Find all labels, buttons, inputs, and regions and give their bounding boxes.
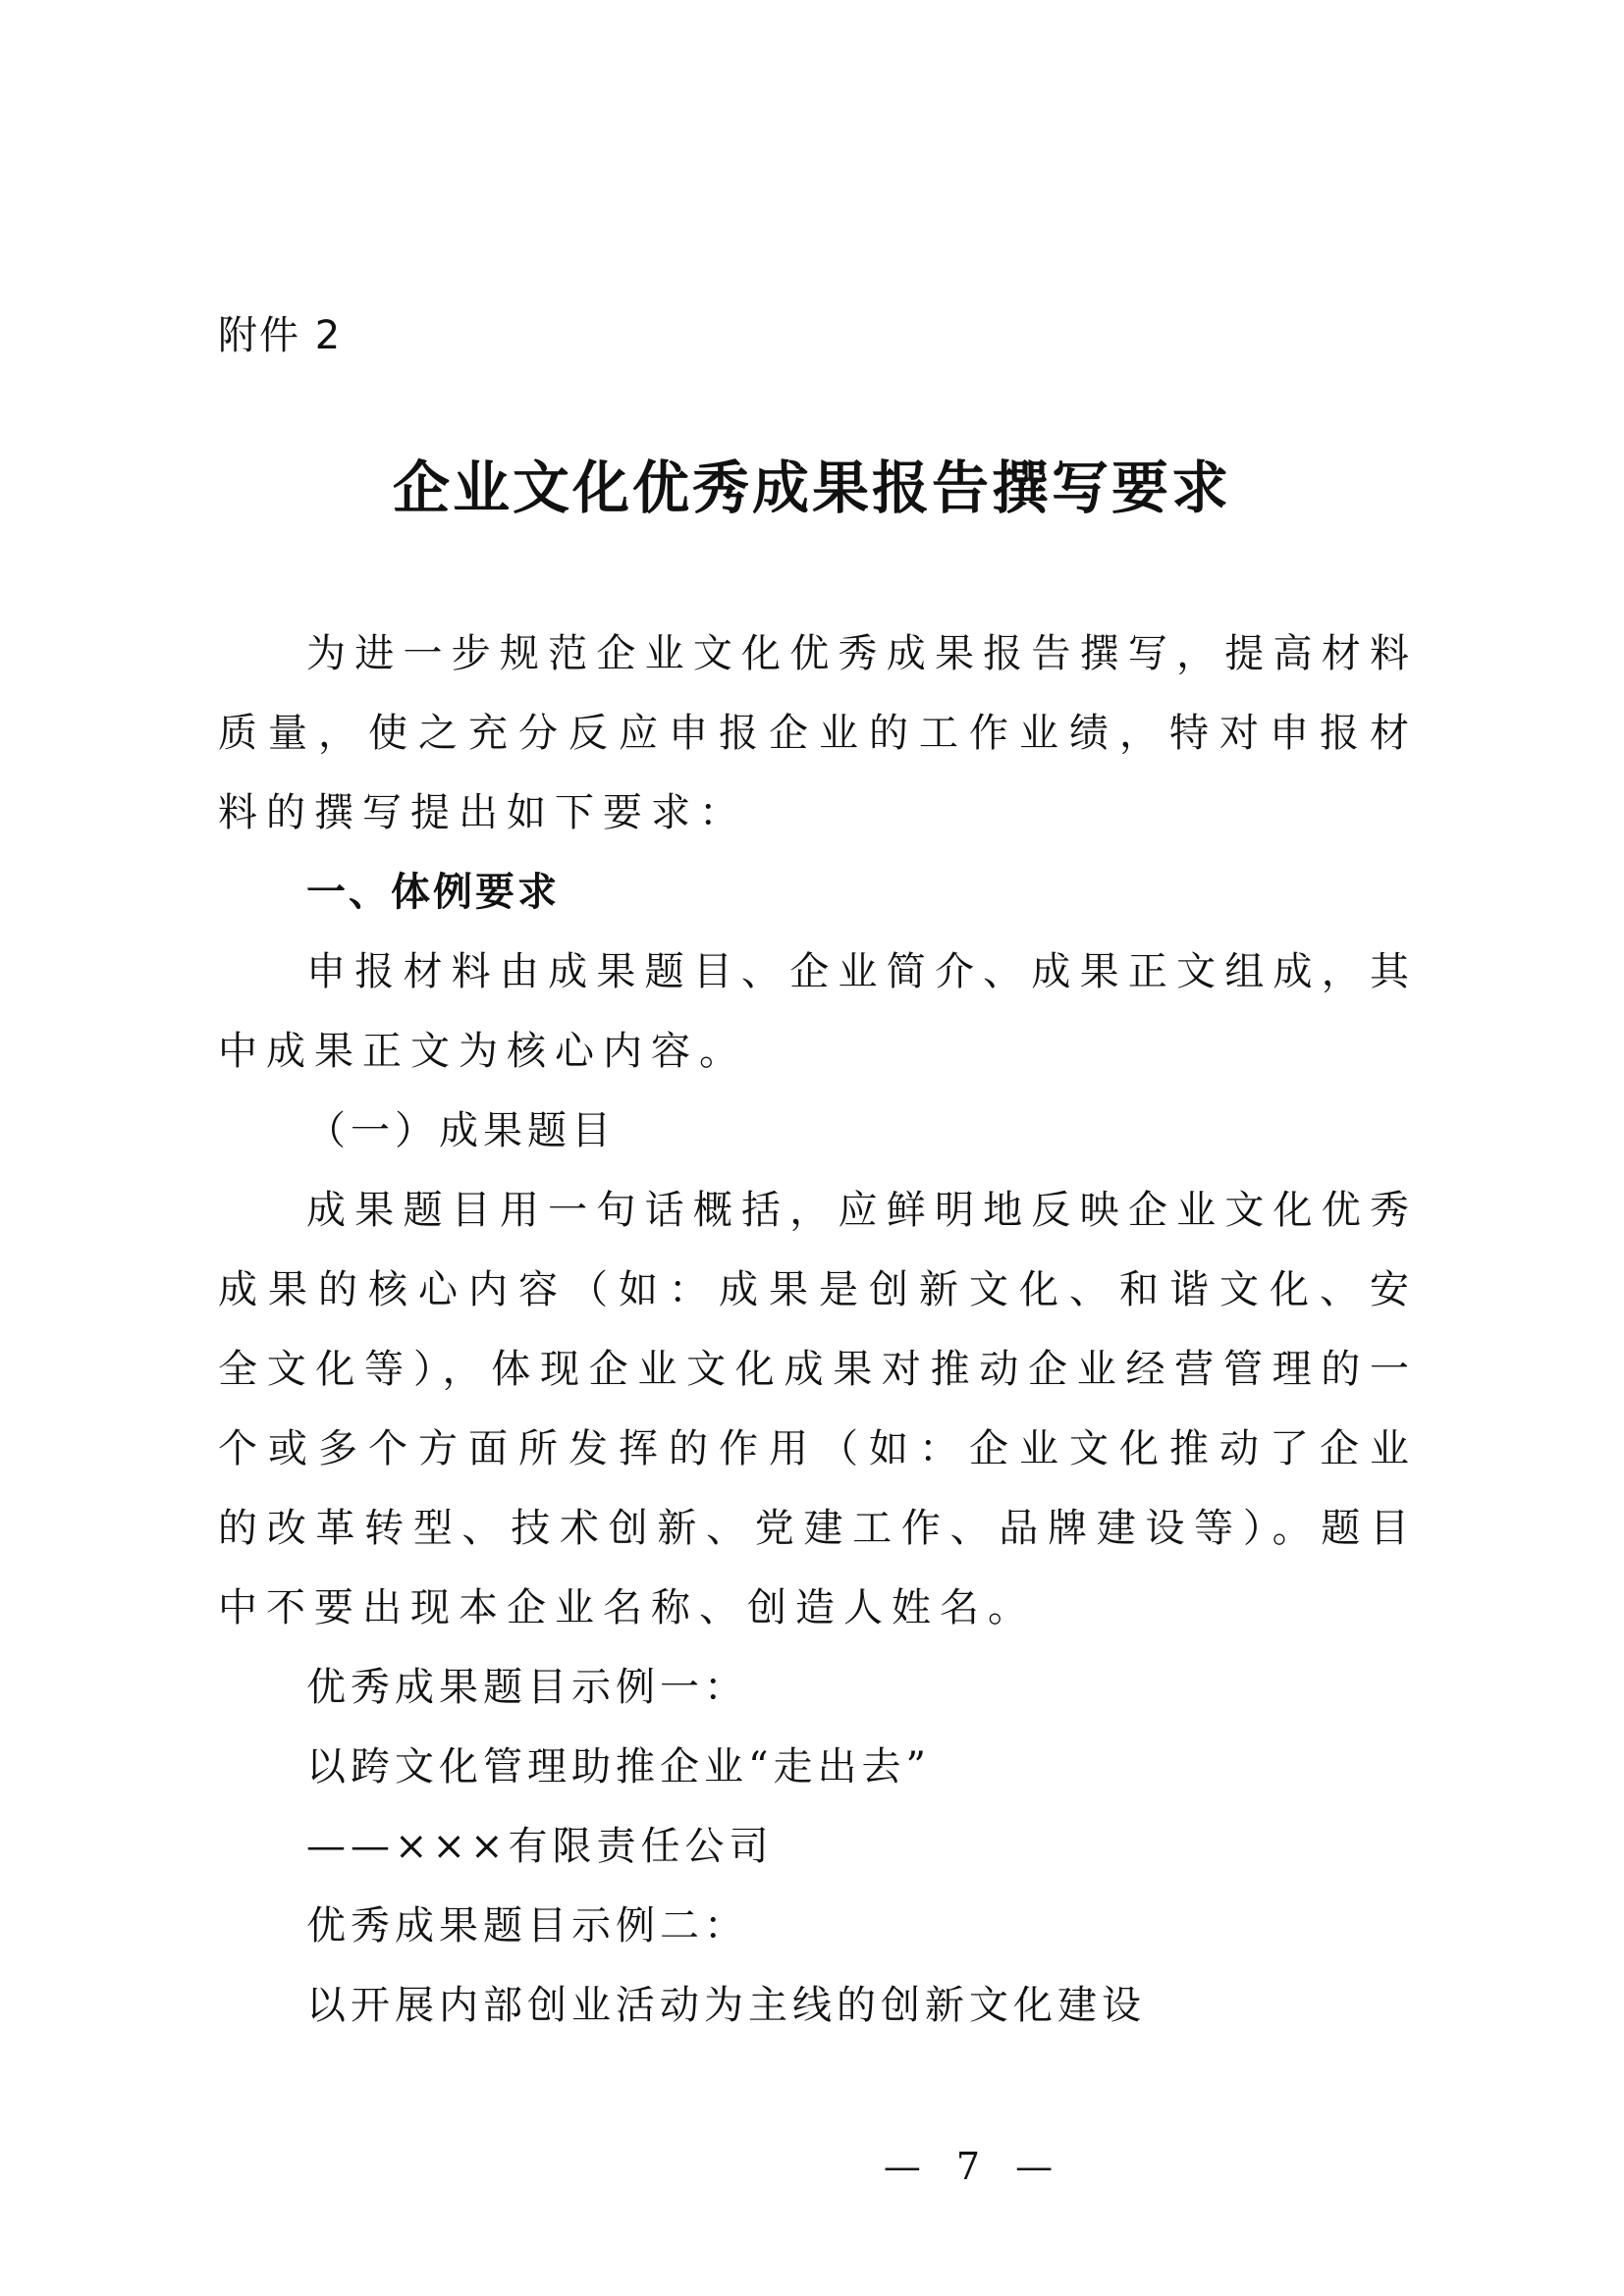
example-one-company: ——×××有限责任公司: [306, 1824, 774, 1869]
document-body: [218, 614, 1418, 2046]
example-one-label: 优秀成果题目示例一：: [306, 1665, 748, 1710]
example-one-title: 以跨文化管理助推企业“走出去”: [306, 1744, 931, 1789]
example-two-title: 以开展内部创业活动为主线的创新文化建设: [306, 1983, 1146, 2028]
attachment-label: 附件 2: [218, 313, 343, 358]
title-requirements-paragraph: 成果题目用一句话概括，应鲜明地反映企业文化优秀成果的核心内容（如：成果是创新文化、和谐文化、安全文化等），体现企业文化成果对推动企业经营管理的一个或多个方面所发挥的作用（如：企业文化推动了企业的改革转型、技术创新、党建工作、品牌建设等）。题目中不要出现本企业名称、创造人姓名。: [218, 1188, 1418, 1630]
subsection-heading-title: （一）成果题目: [306, 1108, 616, 1153]
intro-paragraph: 为进一步规范企业文化优秀成果报告撰写，提高材料质量，使之充分反应申报企业的工作业绩，特对申报材料的撰写提出如下要求：: [218, 631, 1418, 835]
page-number: — 7 —: [883, 2145, 1065, 2188]
section-heading-format: 一、体例要求: [306, 870, 560, 915]
format-paragraph: 申报材料由成果题目、企业简介、成果正文组成，其中成果正文为核心内容。: [218, 949, 1418, 1074]
document-title: 企业文化优秀成果报告撰写要求: [392, 454, 1231, 521]
example-two-label: 优秀成果题目示例二：: [306, 1903, 748, 1949]
